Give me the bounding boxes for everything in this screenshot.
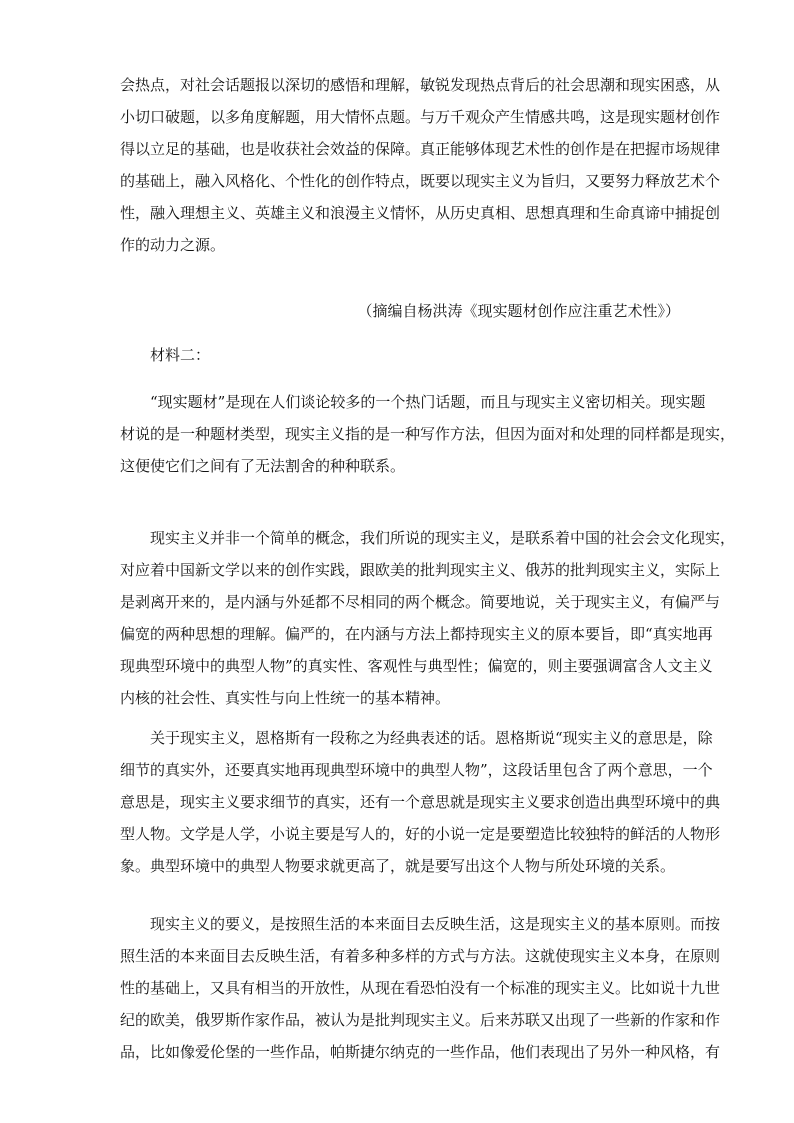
- paragraph-line: 偏宽的两种思想的理解。偏严的，在内涵与方法上都持现实主义的原本要旨，即“真实地再: [120, 625, 713, 643]
- paragraph-line: 的基础上，融入风格化、个性化的创作特点，既要以现实主义为旨归，又要努力释放艺术个: [120, 172, 721, 190]
- paragraph-line: “现实题材”是现在人们谈论较多的一个热门话题，而且与现实主义密切相关。现实题: [150, 393, 706, 411]
- paragraph-line: 意思是，现实主义要求细节的真实，还有一个意思就是现实主义要求创造出典型环境中的典: [120, 793, 721, 811]
- paragraph-line: 现典型环境中的典型人物”的真实性、客观性与典型性；偏宽的，则主要强调富含人文主义: [120, 657, 713, 675]
- paragraph-line: 性的基础上，又具有相当的开放性，从现在看恐怕没有一个标准的现实主义。比如说十九世: [120, 979, 721, 997]
- paragraph-line: 象。典型环境中的典型人物要求就更高了，就是要写出这个人物与所处环境的关系。: [120, 857, 676, 875]
- paragraph-line: 内核的社会性、真实性与向上性统一的基本精神。: [120, 689, 451, 707]
- paragraph-line: 型人物。文学是人学，小说主要是写人的，好的小说一定是要塑造比较独特的鲜活的人物形: [120, 825, 721, 843]
- paragraph-line: 这便使它们之间有了无法割舍的种种联系。: [120, 457, 406, 475]
- paragraph-line: 是剥离开来的，是内涵与外延都不尽相同的两个概念。简要地说，关于现实主义，有偏严与: [120, 593, 721, 611]
- paragraph-line: 性，融入理想主义、英雄主义和浪漫主义情怀，从历史真相、思想真理和生命真谛中捕捉创: [120, 204, 721, 222]
- paragraph-line: 品，比如像爱伦堡的一些作品，帕斯捷尔纳克的一些作品，他们表现出了另外一种风格，有: [120, 1043, 721, 1061]
- source-citation: （摘编自杨洪涛《现实题材创作应注重艺术性》）: [357, 302, 680, 320]
- paragraph-line: 对应着中国新文学以来的创作实践，跟欧美的批判现实主义、俄苏的批判现实主义，实际上: [120, 561, 721, 579]
- paragraph-line: 会热点，对社会话题报以深切的感悟和理解，敏锐发现热点背后的社会思潮和现实困惑，从: [120, 76, 721, 94]
- paragraph-line: 材说的是一种题材类型，现实主义指的是一种写作方法，但因为面对和处理的同样都是现实，: [120, 425, 736, 443]
- paragraph-line: 照生活的本来面目去反映生活，有着多种多样的方式与方法。这就使现实主义本身，在原则: [120, 947, 721, 965]
- paragraph-line: 纪的欧美，俄罗斯作家作品，被认为是批判现实主义。后来苏联又出现了一些新的作家和作: [120, 1011, 721, 1029]
- paragraph-line: 现实主义的要义，是按照生活的本来面目去反映生活，这是现实主义的基本原则。而按: [150, 915, 721, 933]
- paragraph-line: 关于现实主义，恩格斯有一段称之为经典表述的话。恩格斯说“现实主义的意思是，除: [150, 729, 713, 747]
- paragraph-line: 现实主义并非一个简单的概念，我们所说的现实主义，是联系着中国的社会会文化现实，: [150, 529, 736, 547]
- section-heading: 材料二：: [150, 346, 211, 364]
- paragraph-line: 细节的真实外，还要真实地再现典型环境中的典型人物”，这段话里包含了两个意思，一个: [120, 761, 713, 779]
- paragraph-line: 小切口破题，以多角度解题，用大情怀点题。与万千观众产生情感共鸣，这是现实题材创作: [120, 108, 721, 126]
- paragraph-line: 得以立足的基础，也是收获社会效益的保障。真正能够体现艺术性的创作是在把握市场规律: [120, 140, 721, 158]
- paragraph-line: 作的动力之源。: [120, 236, 226, 254]
